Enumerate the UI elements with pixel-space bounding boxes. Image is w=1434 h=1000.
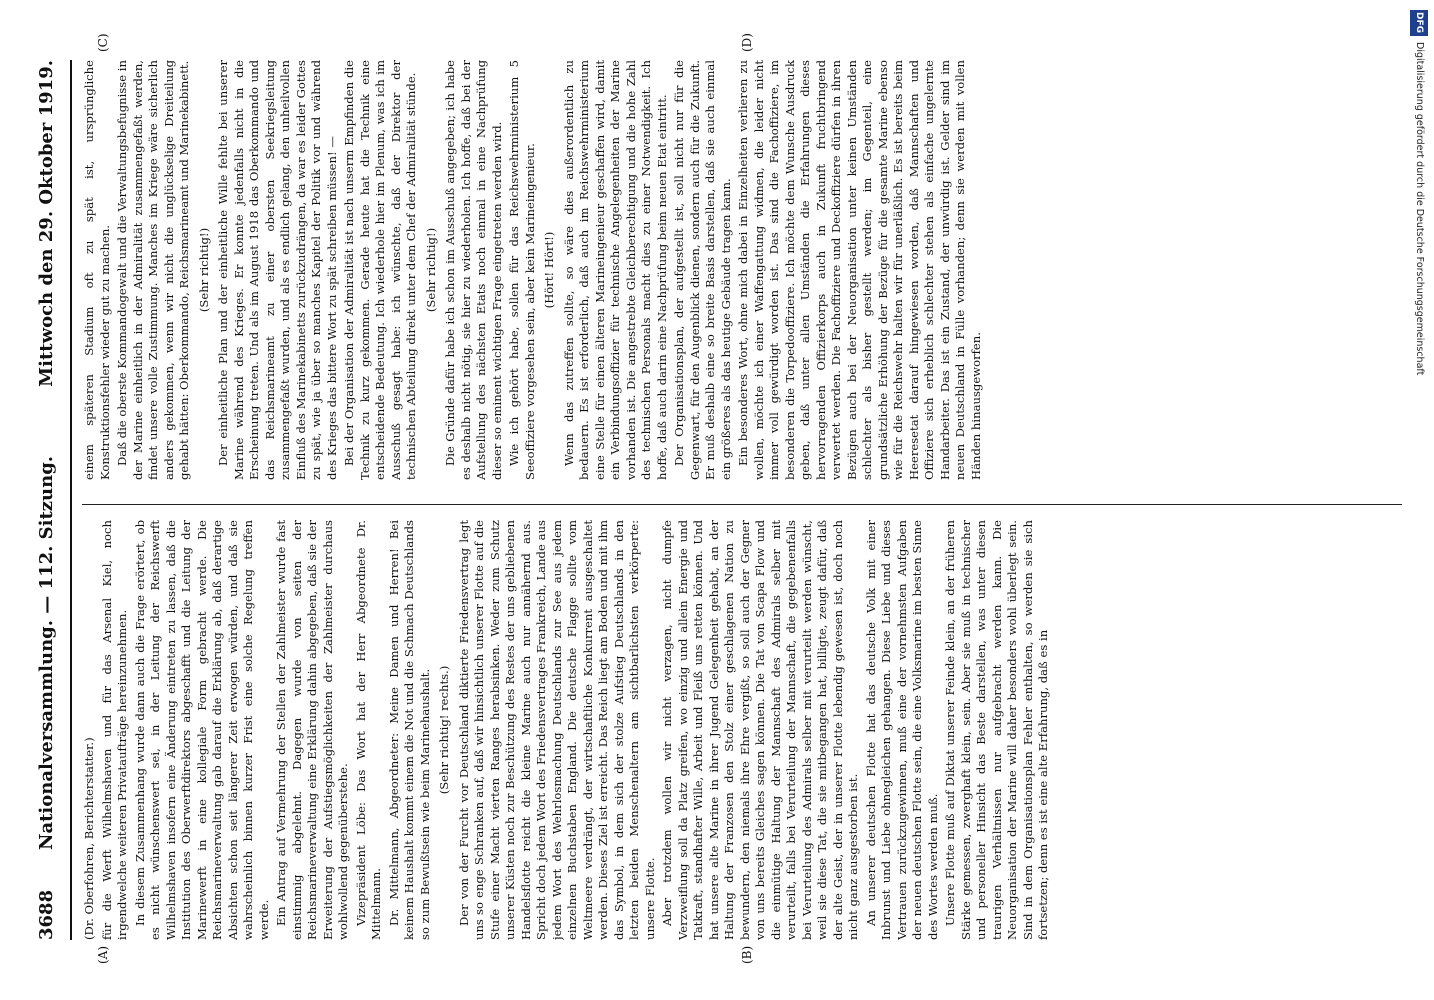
page-number: 3688 (36, 889, 57, 940)
session-title: Nationalversammlung. — 112. Sitzung. (36, 455, 57, 850)
left-paragraph: für die Werft Wilhelmshaven und für das Arsenal Kiel, noch irgendwelche weiteren Privataufträge hereinzunehmen. (99, 520, 129, 940)
digitization-stamp (1410, 6, 1428, 996)
left-paragraph: Aber trotzdem wollen wir nicht verzagen, nicht dumpfe Verzweiflung soll da Platz greifen, wo einzig und allein Energie und Tatkraft, standhafter Wille, Arbeit und Fleiß uns retten können. Und hat unsere alte Marine in ihrer Jugend Gelegenheit gehabt, an der Haltung der Franzosen den Stolz einer geschlagenen Nation zu bewundern, den niemals ihre Ehre vergißt, so soll auch der Gegner von uns bereits Gleiches sagen können. Die Tat von Scapa Flow und die einmütige Haltung der Mannschaft des Admirals selber mit verurteilt, falls bei Verurteilung der Mannschaft, die gegebenenfalls bei Verurteilung des Admirals selber mit verurteilt werden wünscht, weil sie diese Tat, die sie mitbegangen hat, billigte, zeugt dafür, daß der alte Geist, der in unserer Flotte lebendig gewesen ist, doch noch nicht ganz ausgestorben ist. (660, 520, 860, 940)
left-paragraph: Ein Antrag auf Vermehrung der Stellen der Zahlmeister wurde fast einstimmig abgelehnt. Dagegen wurde von seiten der Reichsmarineverwaltung eine Erklärung dahin abgegeben, daß sie der Erweiterung der Aufstiegsmöglichkeiten der Zahlmeister durchaus wohlwollend gegenüberstehe. (274, 520, 350, 940)
column-divider (82, 504, 1402, 505)
right-paragraph: Wenn das zutreffen sollte, so wäre dies außerordentlich zu bedauern. Es ist erforderlich, daß auch im Reichswehrministerium eine Stelle für einen älteren Marineingenieur geschaffen wird, damit ein Verbindungsoffizier für technische Angelegenheiten der Marine vorhanden ist. Die angestrebte Gleichberechtigung und die hohe Zahl des technischen Personals macht dies zu einer Notwendigkeit. Ich hoffe, daß auch darin eine Nachprüfung beim neuen Etat eintritt. (561, 60, 669, 480)
page-header (30, 60, 72, 940)
margin-marker-a: (A) (96, 945, 110, 964)
right-paragraph: Der Organisationsplan, der aufgestellt ist, soll nicht nur für die Gegenwart, für den Augenblick dienen, sondern auch für die Zukunft. Er muß deshalb eine so breite Basis darstellen, daß sie auch einmal ein größeres als das heutige Gebäude tragen kann. (672, 60, 733, 480)
right-paragraph: (Hört! Hört!) (542, 231, 556, 309)
right-paragraph: (Sehr richtig!) (423, 227, 438, 313)
margin-marker-b: (B) (740, 945, 754, 964)
right-paragraph: Daß die oberste Kommandogewalt und die Verwaltungsbefugnisse in der Marine einheitlich in der Admiralität zusammengefaßt werden, findet unsere volle Zustimmung. Manches im Kriege wäre sicherlich anders gekommen, wenn wir nicht die unglückselige Dreiteilung gehabt hätten: Oberkommando, Reichsmarineamt und Marinekabinett. (115, 60, 191, 480)
left-paragraph: Vizepräsident Löbe: Das Wort hat der Herr Abgeordnete Dr. Mittelmann. (353, 520, 383, 940)
funding-note: Digitalisierung gefördert durch die Deutsche Forschungsgemeinschaft (1414, 42, 1425, 376)
margin-marker-d: (D) (740, 33, 754, 52)
right-paragraph: Die Gründe dafür habe ich schon im Ausschuß angegeben; ich habe es deshalb nicht nötig, sie hier zu wiederholen. Ich hoffe, daß bei der Aufstellung des nächsten Etats noch einmal in eine Nachprüfung dieser so eminent wichtigen Frage eingetreten werden wird. (443, 60, 504, 480)
right-paragraph: Wie ich gehört habe, sollen für das Reichswehrministerium 5 Seeoffiziere vorgesehen sein, aber kein Marineingenieur. (507, 60, 537, 480)
left-paragraph: (Dr. Oberfohren, Berichterstatter.) (82, 737, 96, 940)
right-paragraph: (Sehr richtig!) (196, 227, 211, 313)
left-paragraph: Dr. Mittelmann, Abgeordneter: Meine Damen und Herren! Bei keinem Haushalt kommt einem die Not und die Schmach Deutschlands so zum Bewußtsein wie beim Marinehaushalt. (386, 520, 432, 940)
right-text-column (82, 60, 1402, 480)
right-paragraph: Bei der Organisation der Admiralität ist nach unserm Empfinden die Technik zu kurz gekommen. Gerade heute hat die Technik eine entscheidende Bedeutung. Ich wiederhole hier im Plenum, was ich im Ausschuß gesagt habe: ich wünschte, daß der Direktor der technischen Abteilung direkt unter dem Chef der Admiralität stünde. (342, 60, 418, 480)
left-text-column (82, 520, 1402, 940)
left-paragraph: Der von der Furcht vor Deutschland diktierte Friedensvertrag legt uns so enge Schranken auf, daß wir hinsichtlich unserer Flotte auf die Stufe einer Macht vierten Ranges herabsinken. Weder zum Schutz unserer Küsten noch zur Beschützung des Restes der uns gebliebenen Handelsflotte reicht die kleine Marine auch nur annähernd aus. Spricht doch jedem Wort des Friedensvertrages Frankreich, Lande aus jedem Wort des Wehrlosmachung Deutschlands zur See aus jedem einzelnen Buchstaben England. Die deutsche Flagge sollte vom Weltmeere verdrängt, der wirtschaftliche Konkurrent ausgeschaltet werden. Dieses Ziel ist erreicht. Das Reich liegt am Boden und mit ihm das Symbol, in dem sich der stolze Aufstieg Deutschlands in den letzten beiden Menschenaltern am sichtbarlichsten verkörperte: unsere Flotte. (456, 520, 657, 940)
right-paragraph: Ein besonderes Wort, ohne mich dabei in Einzelheiten verlieren zu wollen, möchte ich einer Waffengattung widmen, die leider nicht immer voll gewürdigt worden ist. Das sind die Fachoffiziere, im besonderen die Torpedooffiziere. Ich möchte dem Wunsche Ausdruck geben, daß unter allen Umständen die Erfahrungen dieses hervorragenden Offizierkorps auch in Zukunft fruchtbringend verwertet werden. Die Fachoffiziere und Deckoffiziere dürfen in ihren Bezügen auch bei der Neuorganisation unter keinen Umständen schlechter als bisher gestellt werden; im Gegenteil, eine grundsätzliche Erhöhung der Bezüge für die gesamte Marine ebenso wie für die Reichswehr halten wir für unerläßlich. Es ist bereits beim Heeresetat darauf hingewiesen worden, daß Mannschaften und Offiziere sich erheblich schlechter stehen als einfache ungelernte Handarbeiter. Das ist ein Zustand, der unwürdig ist. Gelder sind im neuen Deutschland in Fülle vorhanden; denn sie werden mit vollen Händen hinausgeworfen. (736, 60, 983, 480)
left-paragraph: (Sehr richtig! rechts.) (437, 665, 451, 795)
dfg-logo: DFG (1410, 10, 1428, 36)
right-paragraph: Der einheitliche Plan und der einheitliche Wille fehlte bei unserer Marine während des Krieges. Er konnte jedenfalls nicht in die Erscheinung treten. Und als im August 1918 das Oberkommando und das Reichsmarineamt zu einer obersten Seekriegsleitung zusammengefaßt wurden, und als es endlich gelang, den unheilvollen Einfluß des Marinekabinetts zurückzudrängen, da war es leider Gottes zu spät, wie ja über so manches Kapitel der Politik vor und während des Krieges das bittere Wort zu spät schreiben müssen! — (216, 60, 339, 480)
left-paragraph: In diesem Zusammenhang wurde dann auch die Frage erörtert, ob es nicht wünschenswert sei, in der Leitung der Reichswerft Wilhelmshaven insofern eine Änderung eintreten zu lassen, daß die Institution des Oberwerftdirektors abgeschafft und die Leitung der Marinewerft in eine kollegiale Form gebracht werde. Die Reichsmarineverwaltung gab darauf die Erklärung ab, daß derartige Absichten schon seit längerer Zeit erwogen würden, und daß sie wahrscheinlich binnen kurzer Frist eine solche Regelung treffen werde. (132, 520, 271, 940)
margin-marker-c: (C) (96, 33, 110, 52)
right-paragraph: einem späteren Stadium oft zu spät ist, ursprüngliche Konstruktionsfehler wieder gut zu machen. (82, 60, 112, 480)
left-paragraph: An unserer deutschen Flotte hat das deutsche Volk mit einer Inbrunst und Liebe ohnegleichen gehangen. Diese Liebe und dieses Vertrauen zurückzugewinnen, muß eine der vornehmsten Aufgaben der neuen deutschen Flotte sein, die eine Volksmarine im besten Sinne des Wortes werden muß. (863, 520, 940, 940)
left-paragraph: Unsere Flotte muß auf Diktat unserer Feinde klein, an der früheren Stärke gemessen, zwerghaft klein, sein. Aber sie muß in technischer und personeller Hinsicht das Beste darstellen, was unter diesen traurigen Verhältnissen nur aufgebracht werden kann. Die Neuorganisation der Marine will daher besonders wohl überlegt sein. Sind in dem Organisationsplan Fehler enthalten, so werden sie sich fortsetzen; denn es ist eine alte Erfahrung, daß es in (943, 520, 1050, 940)
session-date: Mittwoch den 29. Oktober 1919. (36, 60, 57, 387)
